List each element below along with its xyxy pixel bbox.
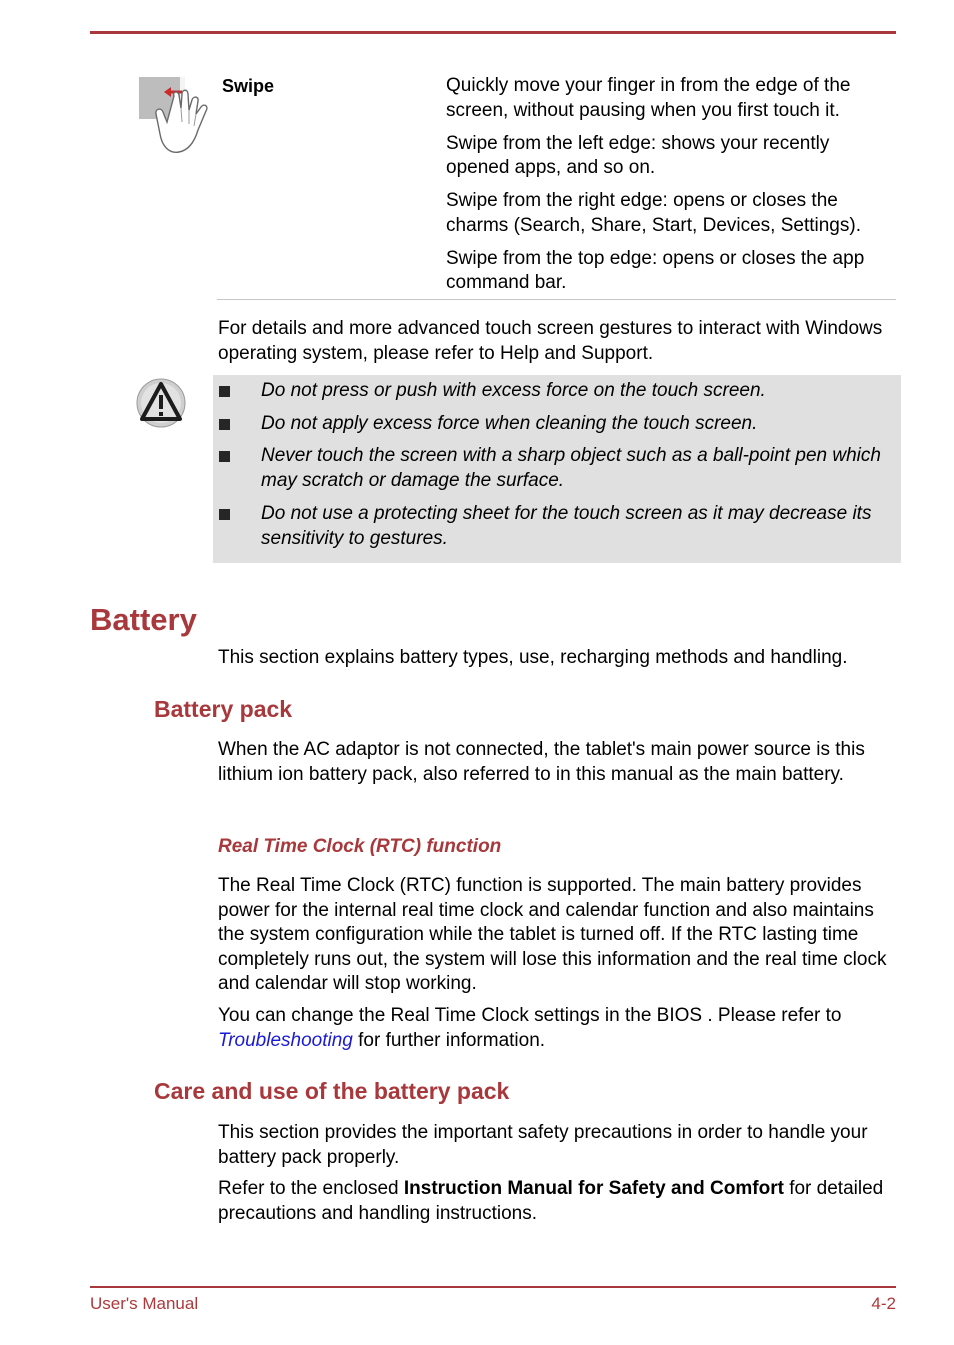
- warning-item: [213, 378, 901, 403]
- care-text: This section provides the important safety precautions in order to handle your battery pack properly.: [218, 1122, 868, 1168]
- rtc-settings-text: [218, 1004, 898, 1053]
- rtc-heading: Real Time Clock (RTC) function: [218, 836, 502, 857]
- rtc-settings-after: for further information.: [352, 1029, 546, 1051]
- gesture-description: [446, 74, 896, 304]
- bullet-square-icon: [219, 419, 230, 430]
- table-divider: [217, 299, 896, 300]
- warning-box: [213, 375, 901, 563]
- footer-rule: [90, 1286, 896, 1288]
- rtc-settings-before: You can change the Real Time Clock settings in the BIOS . Please refer to: [218, 1005, 842, 1026]
- battery-pack-heading: Battery pack: [154, 696, 293, 722]
- gesture-term: Swipe: [222, 76, 275, 96]
- warning-list: [213, 375, 901, 551]
- battery-pack-text: When the AC adaptor is not connected, the tablet's main power source is this lithium ion battery pack, also referred to in this manual as the main battery.: [218, 739, 865, 785]
- care-refer-before: Refer to the enclosed: [218, 1178, 404, 1199]
- details-paragraph: For details and more advanced touch screen gestures to interact with Windows operating system, please refer to Help and Support.: [218, 318, 883, 364]
- warning-text: Never touch the screen with a sharp object such as a ball-point pen which may scratch or damage the surface.: [261, 445, 881, 491]
- bullet-square-icon: [219, 386, 230, 397]
- warning-text: Do not use a protecting sheet for the touch screen as it may decrease its sensitivity to gestures.: [261, 502, 872, 549]
- rtc-text: The Real Time Clock (RTC) function is supported. The main battery provides power for the internal real time clock and calendar function and also maintains the system configuration while the tablet is turned off. If the RTC lasting time completely runs out, the system will lose this information and the real time clock and calendar will stop working.: [218, 875, 887, 994]
- troubleshooting-link[interactable]: Troubleshooting: [218, 1029, 353, 1051]
- bullet-square-icon: [219, 451, 230, 462]
- warning-text: Do not press or push with excess force on the touch screen.: [261, 380, 766, 401]
- footer-manual-title: User's Manual: [90, 1294, 199, 1313]
- gesture-desc-line: Swipe from the left edge: shows your recently opened apps, and so on.: [446, 132, 830, 178]
- warning-item: [213, 501, 901, 551]
- warning-triangle-icon: [136, 377, 186, 429]
- gesture-desc-line: Swipe from the top edge: opens or closes the app command bar.: [446, 247, 865, 293]
- gesture-desc-line: Quickly move your finger in from the edge of the screen, without pausing when you first touch it.: [446, 75, 851, 121]
- gesture-desc-line: Swipe from the right edge: opens or closes the charms (Search, Share, Start, Devices, Settings).: [446, 190, 861, 236]
- footer-page-number: 4-2: [871, 1294, 896, 1313]
- warning-text: Do not apply excess force when cleaning the touch screen.: [261, 412, 758, 434]
- care-heading: Care and use of the battery pack: [154, 1078, 510, 1104]
- swipe-gesture-icon: [138, 74, 218, 158]
- care-refer-after: for detailed precautions and handling instructions.: [218, 1178, 884, 1224]
- header-rule: [90, 31, 896, 34]
- warning-item: [213, 443, 901, 493]
- battery-intro: This section explains battery types, use, recharging methods and handling.: [218, 647, 848, 668]
- warning-item: [213, 411, 901, 436]
- care-refer-text: [218, 1177, 898, 1226]
- manual-title: Instruction Manual for Safety and Comfort: [403, 1178, 784, 1199]
- bullet-square-icon: [219, 509, 230, 520]
- battery-heading: Battery: [90, 602, 197, 637]
